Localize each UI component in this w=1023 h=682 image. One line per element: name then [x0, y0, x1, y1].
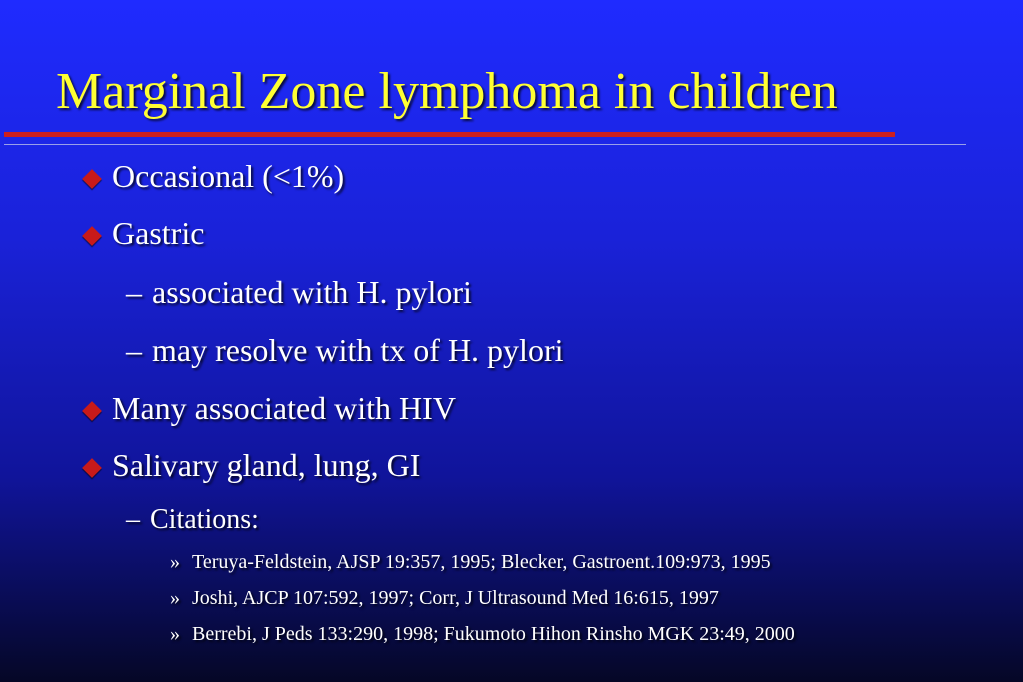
citation-1: Teruya-Feldstein, AJSP 19:357, 1995; Blecker, Gastroent.109:973, 1995	[192, 551, 771, 573]
bullet-occasional: Occasional (<1%)	[112, 158, 345, 194]
diamond-bullet-icon	[82, 169, 102, 189]
diamond-bullet-icon	[82, 458, 102, 478]
dash-marker: –	[126, 332, 142, 368]
title-divider	[4, 144, 966, 145]
slide-title: Marginal Zone lymphoma in children	[56, 63, 838, 120]
sub-bullet-resolve: may resolve with tx of H. pylori	[152, 332, 564, 368]
chevron-marker: »	[170, 551, 180, 573]
bullet-hiv: Many associated with HIV	[112, 390, 456, 426]
citation-3: Berrebi, J Peds 133:290, 1998; Fukumoto Hihon Rinsho MGK 23:49, 2000	[192, 623, 795, 645]
bullet-gastric: Gastric	[112, 215, 205, 251]
chevron-marker: »	[170, 623, 180, 645]
diamond-bullet-icon	[82, 226, 102, 246]
sub-bullet-associated: associated with H. pylori	[152, 274, 472, 310]
dash-marker: –	[126, 274, 142, 310]
bullet-salivary: Salivary gland, lung, GI	[112, 447, 421, 483]
sub-bullet-citations: Citations:	[150, 504, 259, 535]
title-underline	[4, 132, 895, 137]
dash-marker: –	[126, 504, 140, 535]
chevron-marker: »	[170, 587, 180, 609]
diamond-bullet-icon	[82, 401, 102, 421]
citation-2: Joshi, AJCP 107:592, 1997; Corr, J Ultrasound Med 16:615, 1997	[192, 587, 719, 609]
